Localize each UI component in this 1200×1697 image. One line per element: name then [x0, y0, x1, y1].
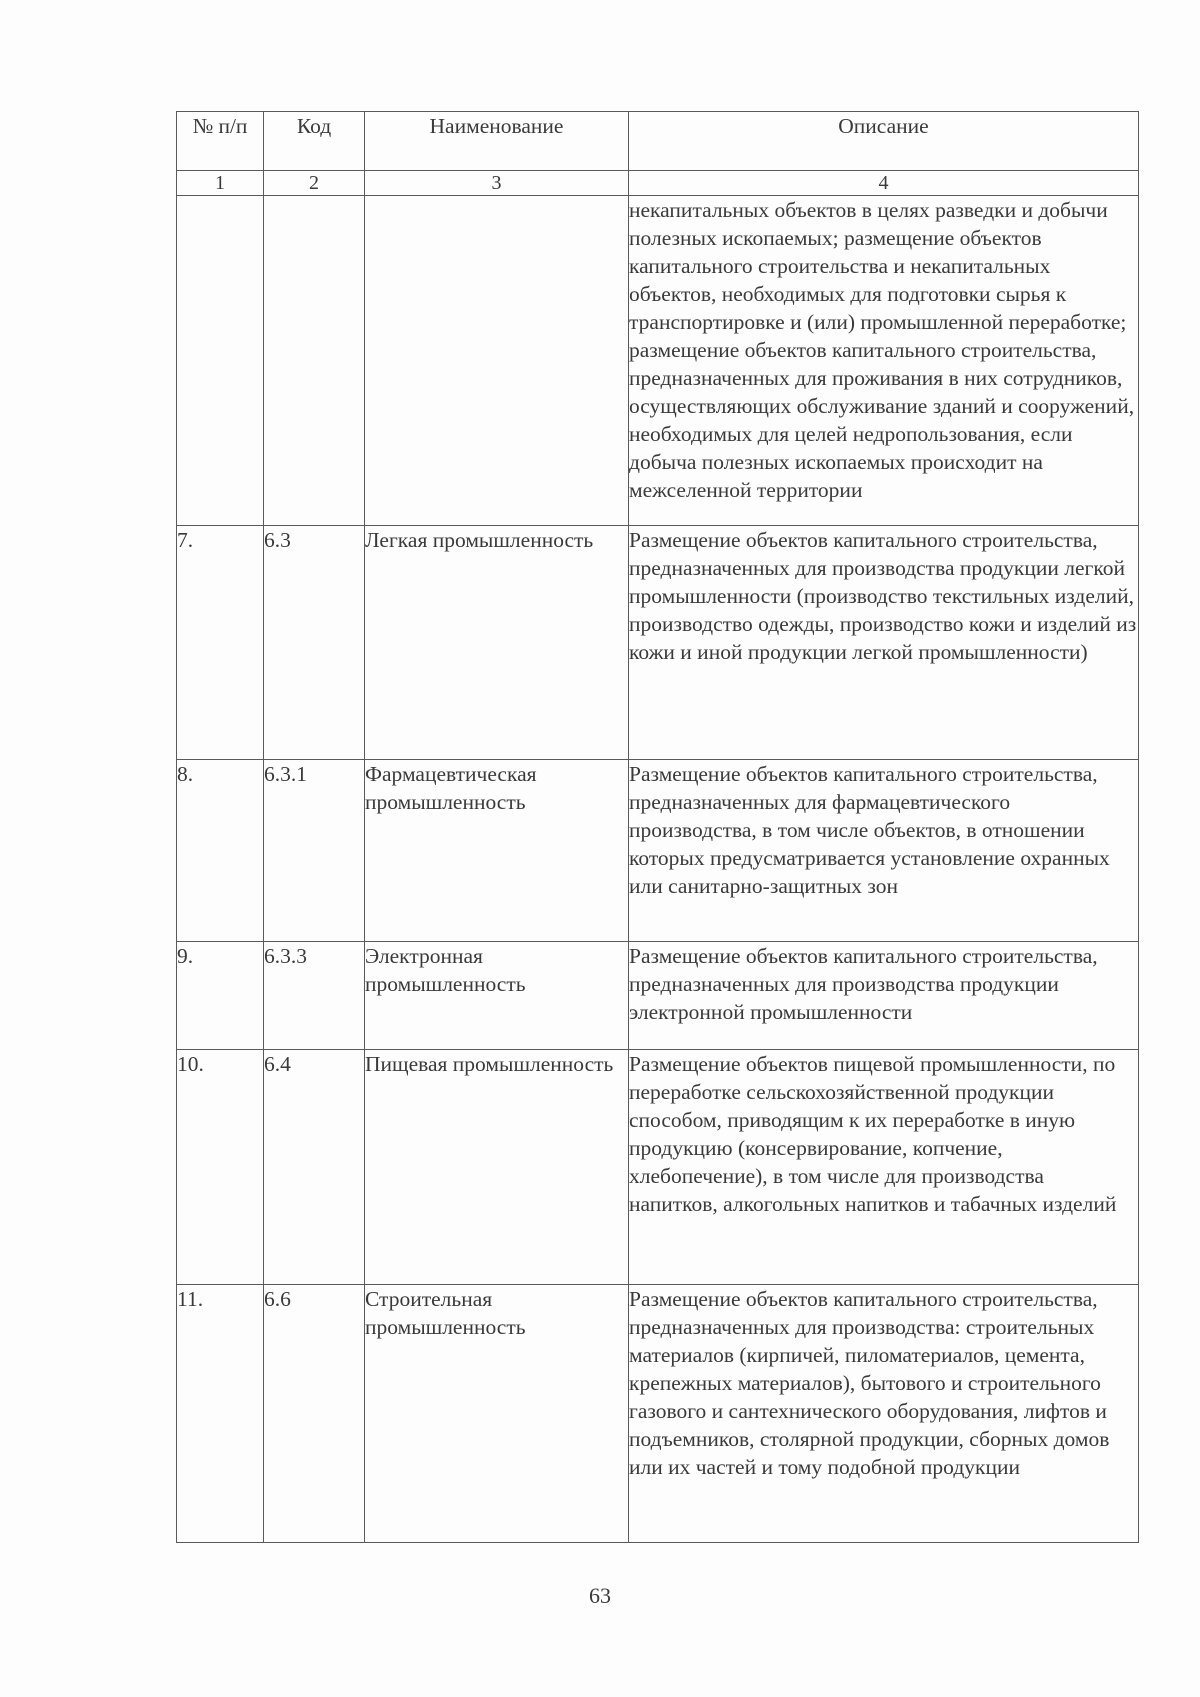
table-row-continuation — [177, 196, 1139, 526]
row-number: 8. — [177, 760, 264, 942]
row-number: 9. — [177, 942, 264, 1050]
row-description: Размещение объектов капитального строительства, предназначенных для фармацевтического производства, в том числе объектов, в отношении которых предусматривается установление охранных или санитарно-защитных зон — [629, 760, 1139, 942]
column-number-row — [177, 171, 1139, 196]
header-name: Наименование — [365, 112, 629, 171]
row-name: Пищевая промышленность — [365, 1050, 629, 1285]
row-description: Размещение объектов капитального строительства, предназначенных для производства продукции легкой промышленности (производство текстильных изделий, производство одежды, производство кожи и изделий из кожи и иной продукции легкой промышленности) — [629, 526, 1139, 760]
table-row — [177, 1050, 1139, 1285]
table-row — [177, 526, 1139, 760]
table-header-row — [177, 112, 1139, 171]
row-code: 6.3.1 — [264, 760, 365, 942]
row-description: Размещение объектов капитального строительства, предназначенных для производства продукции электронной промышленности — [629, 942, 1139, 1050]
row-name: Фармацевтическая промышленность — [365, 760, 629, 942]
column-number: 3 — [365, 171, 629, 196]
row-number: 11. — [177, 1285, 264, 1543]
page-number: 63 — [589, 1583, 611, 1608]
row-code-cell — [264, 196, 365, 526]
row-code: 6.3.3 — [264, 942, 365, 1050]
column-number: 1 — [177, 171, 264, 196]
row-name: Строительная промышленность — [365, 1285, 629, 1543]
header-code: Код — [264, 112, 365, 171]
column-number: 2 — [264, 171, 365, 196]
row-code: 6.3 — [264, 526, 365, 760]
table-row — [177, 942, 1139, 1050]
row-description: некапитальных объектов в целях разведки и добычи полезных ископаемых; размещение объектов капитального строительства и некапитальных объектов, необходимых для подготовки сырья к транспортировке и (или) промышленной переработке; размещение объектов капитального строительства, предназначенных для проживания в них сотрудников, осуществляющих обслуживание зданий и сооружений, необходимых для целей недропользования, если добыча полезных ископаемых происходит на межселенной территории — [629, 196, 1139, 526]
table-row — [177, 1285, 1139, 1543]
table-row — [177, 760, 1139, 942]
row-description: Размещение объектов капитального строительства, предназначенных для производства: строительных материалов (кирпичей, пиломатериалов, цемента, крепежных материалов), бытового и строительного газового и сантехнического оборудования, лифтов и подъемников, столярной продукции, сборных домов или их частей и тому подобной продукции — [629, 1285, 1139, 1543]
land-use-table — [176, 111, 1139, 1543]
row-number: 7. — [177, 526, 264, 760]
header-description: Описание — [629, 112, 1139, 171]
row-code: 6.6 — [264, 1285, 365, 1543]
header-number: № п/п — [177, 112, 264, 171]
row-code: 6.4 — [264, 1050, 365, 1285]
row-description: Размещение объектов пищевой промышленности, по переработке сельскохозяйственной продукции способом, приводящим к их переработке в иную продукцию (консервирование, копчение, хлебопечение), в том числе для производства напитков, алкогольных напитков и табачных изделий — [629, 1050, 1139, 1285]
row-name: Электронная промышленность — [365, 942, 629, 1050]
column-number: 4 — [629, 171, 1139, 196]
row-name-cell — [365, 196, 629, 526]
row-number: 10. — [177, 1050, 264, 1285]
row-name: Легкая промышленность — [365, 526, 629, 760]
row-number-cell — [177, 196, 264, 526]
